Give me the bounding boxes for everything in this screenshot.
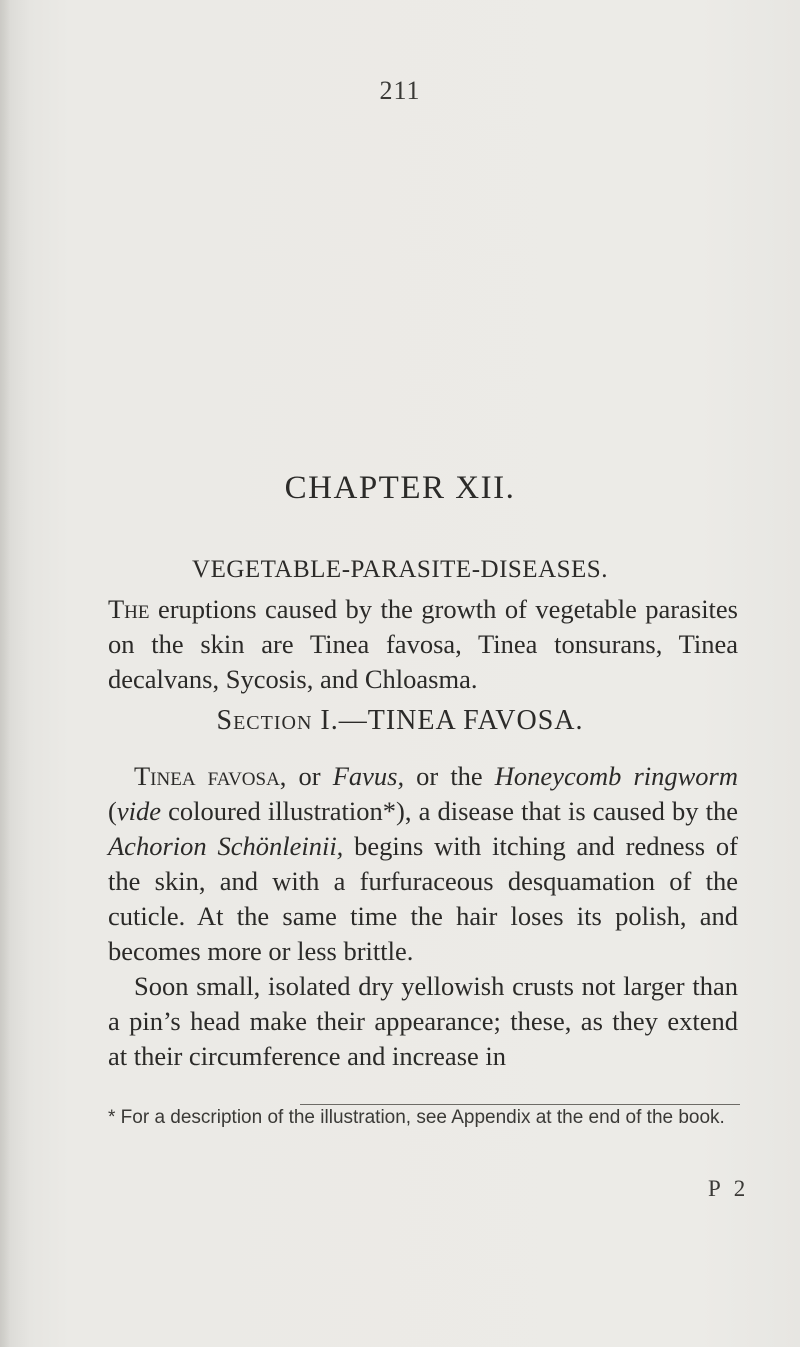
binding-shadow — [0, 0, 10, 1347]
main-italic-favus: Favus, — [332, 761, 405, 791]
intro-text: eruptions caused by the growth of vegetable parasites on the skin are Tinea favosa, Tinea tonsurans, Tinea decalvans, Sycosis, and Chloasma. — [108, 594, 738, 694]
intro-paragraph — [108, 592, 738, 697]
main-segment-4: coloured illustration*), a disease that is caused by the — [160, 796, 738, 826]
main-italic-honeycomb: Honeycomb ringworm — [494, 761, 738, 791]
main-italic-achorion: Achorion Schönleinii, — [108, 831, 344, 861]
section-label: I.—TINEA FAVOSA. — [312, 705, 584, 736]
section-heading — [0, 705, 800, 737]
chapter-title: CHAPTER XII. — [284, 470, 516, 506]
main-italic-vide: vide — [116, 796, 161, 826]
page-number: 211 — [379, 76, 421, 105]
main-segment-1: or — [286, 761, 333, 791]
main-paragraph — [108, 759, 738, 1074]
main-segment-3: ( — [108, 796, 117, 826]
intro-lead-word: The — [108, 594, 150, 624]
signature-mark: P 2 — [708, 1176, 750, 1201]
section-prefix: Section — [216, 705, 313, 736]
main-continuation: Soon small, isolated dry yellowish crusts not larger than a pin’s head make their appearance; these, as they extend at their circumference and increase in — [108, 971, 738, 1071]
main-lead-words: Tinea favosa, — [134, 761, 287, 791]
footnote-rule — [300, 1104, 740, 1105]
footnote: * For a description of the illustration, see Appendix at the end of the book. — [108, 1107, 725, 1128]
main-segment-5: begins with itching and redness of the skin, and with a furfuraceous desquamation of the cuticle. At the same time the hair loses its polish, and becomes more or less brittle. — [108, 831, 738, 966]
main-segment-2: or the — [404, 761, 495, 791]
chapter-subtitle: VEGETABLE-PARASITE-DISEASES. — [192, 556, 608, 583]
